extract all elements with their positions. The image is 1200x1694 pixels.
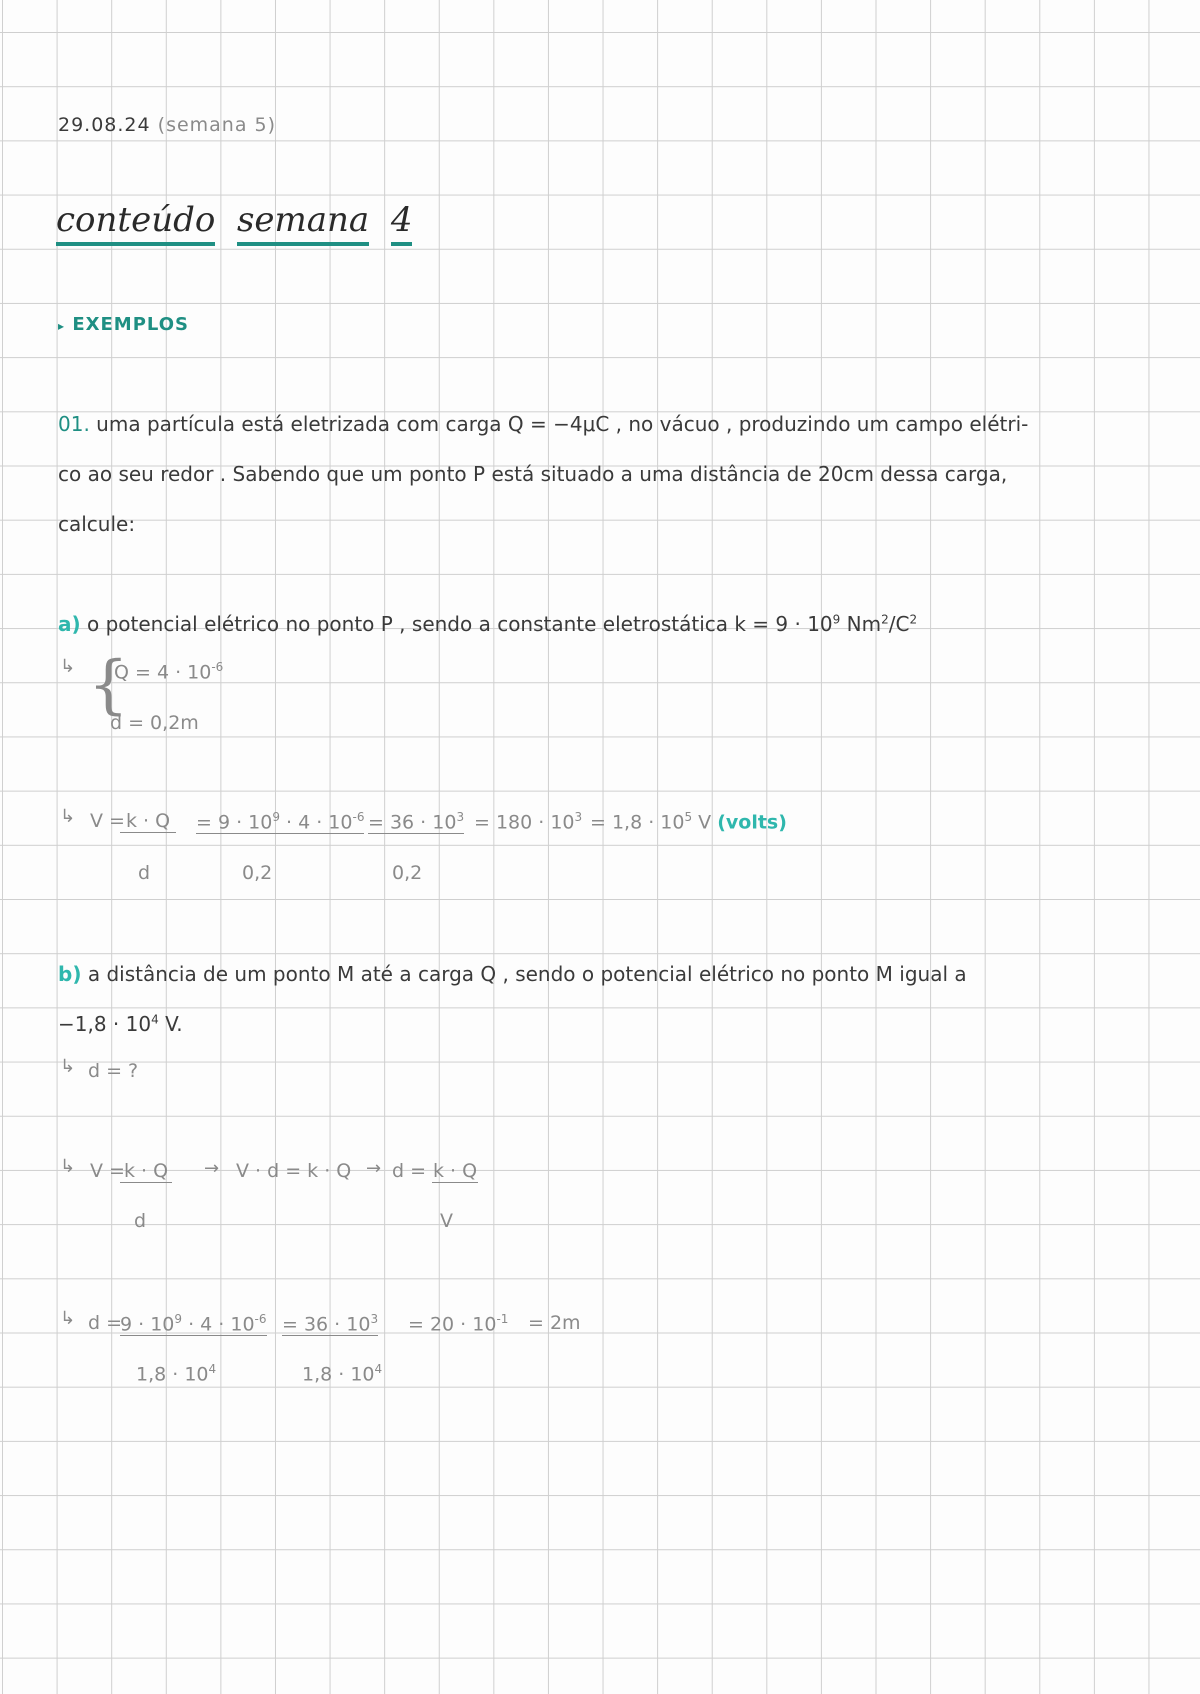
step1-base: = 9 · 10 — [196, 811, 273, 834]
step2-denominator: 0,2 — [392, 862, 423, 884]
given-charge-exponent: -6 — [211, 660, 224, 674]
c2-den-exp: 4 — [374, 1362, 383, 1376]
step2-base: = 36 · 10 — [368, 811, 457, 834]
calc-v-lhs: V = — [90, 810, 125, 832]
arrow-icon: ↳ — [60, 806, 76, 827]
part-b-statement — [58, 962, 967, 986]
units-exponent: 2 — [881, 612, 889, 627]
c1-lhs: d = — [88, 1312, 123, 1334]
problem-line-1 — [58, 412, 1028, 436]
problem-line-3: calcule: — [58, 512, 136, 536]
date-line — [58, 114, 276, 136]
title-word-3: 4 — [391, 200, 413, 246]
c2-base: = 36 · 10 — [282, 1313, 371, 1336]
f1-denominator: d — [134, 1210, 147, 1232]
c3-base: = 20 · 10 — [408, 1313, 497, 1336]
given-charge-value: Q = 4 · 10 — [114, 661, 212, 684]
f2: V · d = k · Q — [236, 1160, 352, 1182]
part-a-label: a) — [58, 612, 81, 636]
part-b-text: a distância de um ponto M até a carga Q , sendo o potencial elétrico no ponto M igual a — [87, 962, 967, 986]
c2-exp: 3 — [370, 1312, 379, 1326]
step4 — [590, 810, 787, 833]
f1-lhs: V = — [90, 1160, 125, 1182]
c1-den-exp: 4 — [208, 1362, 217, 1376]
step1-numerator — [196, 810, 364, 834]
c1-mid: · 4 · 10 — [182, 1313, 255, 1336]
step3-base: = 180 · 10 — [474, 811, 575, 834]
c3 — [408, 1312, 508, 1335]
f3-numerator: k · Q — [432, 1160, 478, 1182]
bullet-icon: ▸ — [58, 319, 66, 333]
step2-numerator — [368, 810, 464, 834]
units: Nm — [846, 612, 882, 636]
result-note: (volts) — [717, 811, 787, 834]
step4-exp: 5 — [684, 810, 693, 824]
f3-lhs: d = — [392, 1160, 427, 1182]
step1-exp1: 9 — [272, 810, 280, 824]
implies-icon: → — [366, 1158, 382, 1179]
part-a-text: o potencial elétrico no ponto P , sendo a constante eletrostática k = 9 · 10 — [87, 612, 833, 636]
page-title — [56, 200, 412, 240]
problem-text-1: uma partícula está eletrizada com carga Q = −4μC , no vácuo , produzindo um campo elétri- — [96, 412, 1029, 436]
week-note: (semana 5) — [157, 114, 277, 136]
arrow-icon: ↳ — [60, 1056, 76, 1077]
part-b-value — [58, 1012, 183, 1036]
title-word-2: semana — [237, 200, 369, 246]
problem-number: 01. — [58, 412, 90, 436]
step1-denominator: 0,2 — [242, 862, 273, 884]
arrow-icon: ↳ — [60, 1156, 76, 1177]
f1-numerator: k · Q — [120, 1160, 172, 1183]
step1-exp2: -6 — [352, 810, 365, 824]
part-a-statement — [58, 612, 917, 636]
step3 — [474, 810, 582, 833]
units-2: /C — [888, 612, 910, 636]
step1-mid: · 4 · 10 — [279, 811, 353, 834]
implies-icon: → — [204, 1158, 220, 1179]
step2-exp: 3 — [456, 810, 465, 824]
step4-base: = 1,8 · 10 — [590, 811, 685, 834]
part-b-value-exp: 4 — [151, 1012, 159, 1027]
c1-exp1: 9 — [174, 1312, 183, 1326]
arrow-icon: ↳ — [60, 1308, 76, 1329]
units-2-exponent: 2 — [909, 612, 918, 627]
given-distance: d = 0,2m — [110, 712, 199, 734]
c1-exp2: -6 — [254, 1312, 267, 1326]
c4-result: = 2m — [528, 1312, 581, 1334]
section-label: EXEMPLOS — [72, 314, 189, 335]
section-heading — [58, 314, 189, 335]
calc-denominator: d — [138, 862, 151, 884]
date: 29.08.24 — [58, 114, 151, 136]
c1-den-base: 1,8 · 10 — [136, 1363, 209, 1386]
part-b-value-unit: V. — [165, 1012, 183, 1036]
c2-numerator — [282, 1312, 378, 1336]
c2-denominator — [302, 1362, 382, 1385]
problem-line-2: co ao seu redor . Sabendo que um ponto P está situado a uma distância de 20cm dessa carga, — [58, 462, 1008, 486]
c3-exp: -1 — [496, 1312, 509, 1326]
f3-denominator: V — [440, 1210, 453, 1232]
c1-numerator — [120, 1312, 267, 1336]
part-b-value-base: −1,8 · 10 — [58, 1012, 152, 1036]
title-word-1: conteúdo — [56, 200, 215, 246]
calc-numerator: k · Q — [120, 810, 176, 833]
c2-den-base: 1,8 · 10 — [302, 1363, 375, 1386]
arrow-icon: ↳ — [60, 656, 76, 677]
brace-icon: { — [88, 648, 129, 722]
c1-base: 9 · 10 — [120, 1313, 175, 1336]
c1-denominator — [136, 1362, 216, 1385]
step4-unit: V — [698, 811, 712, 834]
step3-exp: 3 — [574, 810, 583, 824]
part-b-label: b) — [58, 962, 82, 986]
k-exponent: 9 — [832, 612, 841, 627]
given-charge — [114, 660, 223, 683]
unknown-d: d = ? — [88, 1060, 139, 1082]
